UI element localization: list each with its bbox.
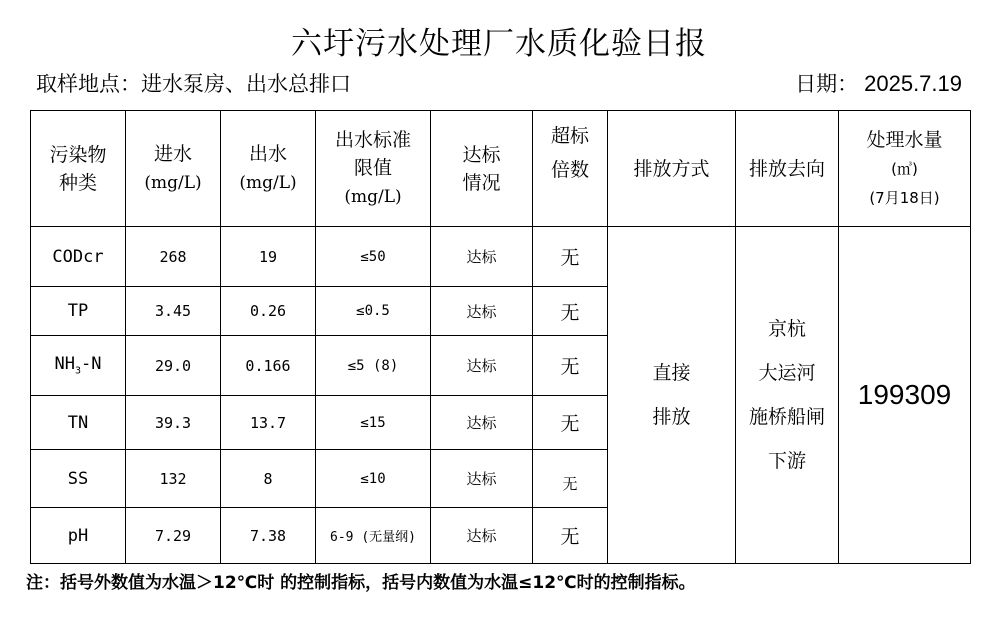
report-date bbox=[795, 68, 962, 98]
pollutant-name: pH bbox=[31, 508, 126, 564]
influent-value: 7.29 bbox=[126, 508, 221, 564]
pollutant-name: SS bbox=[31, 450, 126, 508]
header-volume: 处理水量 (㎥) (7月18日) bbox=[839, 111, 971, 227]
exceed-multiple: 无 bbox=[533, 227, 608, 287]
date-value: 2025.7.19 bbox=[864, 71, 962, 96]
discharge-direction: 京杭 大运河 施桥船闸 下游 bbox=[736, 227, 839, 564]
water-quality-table bbox=[30, 110, 971, 564]
header-row bbox=[31, 111, 971, 227]
standard-limit: ≤15 bbox=[316, 396, 431, 450]
effluent-value: 8 bbox=[221, 450, 316, 508]
compliance-status: 达标 bbox=[431, 287, 533, 336]
discharge-method: 直接 排放 bbox=[608, 227, 736, 564]
compliance-status: 达标 bbox=[431, 227, 533, 287]
standard-limit: ≤50 bbox=[316, 227, 431, 287]
header-pollutant: 污染物 种类 bbox=[31, 111, 126, 227]
compliance-status: 达标 bbox=[431, 396, 533, 450]
table-row bbox=[31, 227, 971, 287]
effluent-value: 0.166 bbox=[221, 336, 316, 396]
pollutant-name: TP bbox=[31, 287, 126, 336]
header-discharge-method: 排放方式 bbox=[608, 111, 736, 227]
standard-limit: 6-9 (无量纲) bbox=[316, 508, 431, 564]
exceed-multiple: 无 bbox=[533, 287, 608, 336]
header-exceed: 超标 倍数 bbox=[533, 111, 608, 227]
influent-value: 132 bbox=[126, 450, 221, 508]
influent-value: 39.3 bbox=[126, 396, 221, 450]
footnote: 注：括号外数值为水温＞12℃时 的控制指标，括号内数值为水温≤12℃时的控制指标。 bbox=[26, 573, 696, 593]
pollutant-name: CODcr bbox=[31, 227, 126, 287]
treated-volume: 199309 bbox=[839, 227, 971, 564]
pollutant-name: $NH_3-N$ bbox=[31, 336, 126, 396]
exceed-multiple: 无 bbox=[533, 450, 608, 508]
compliance-status: 达标 bbox=[431, 336, 533, 396]
standard-limit: ≤10 bbox=[316, 450, 431, 508]
header-compliance: 达标 情况 bbox=[431, 111, 533, 227]
header-influent: 进水 (mg/L) bbox=[126, 111, 221, 227]
date-label: 日期： bbox=[795, 72, 859, 96]
effluent-value: 7.38 bbox=[221, 508, 316, 564]
effluent-value: 19 bbox=[221, 227, 316, 287]
standard-limit: ≤5 (8) bbox=[316, 336, 431, 396]
exceed-multiple: 无 bbox=[533, 336, 608, 396]
influent-value: 268 bbox=[126, 227, 221, 287]
compliance-status: 达标 bbox=[431, 508, 533, 564]
effluent-value: 0.26 bbox=[221, 287, 316, 336]
header-effluent: 出水 (mg/L) bbox=[221, 111, 316, 227]
exceed-multiple: 无 bbox=[533, 396, 608, 450]
pollutant-name: TN bbox=[31, 396, 126, 450]
header-discharge-direction: 排放去向 bbox=[736, 111, 839, 227]
sampling-location: 取样地点：进水泵房、出水总排口 bbox=[36, 72, 351, 96]
influent-value: 29.0 bbox=[126, 336, 221, 396]
standard-limit: ≤0.5 bbox=[316, 287, 431, 336]
compliance-status: 达标 bbox=[431, 450, 533, 508]
header-standard: 出水标准 限值 (mg/L) bbox=[316, 111, 431, 227]
influent-value: 3.45 bbox=[126, 287, 221, 336]
exceed-multiple: 无 bbox=[533, 508, 608, 564]
report-title: 六圩污水处理厂水质化验日报 bbox=[291, 26, 707, 62]
effluent-value: 13.7 bbox=[221, 396, 316, 450]
